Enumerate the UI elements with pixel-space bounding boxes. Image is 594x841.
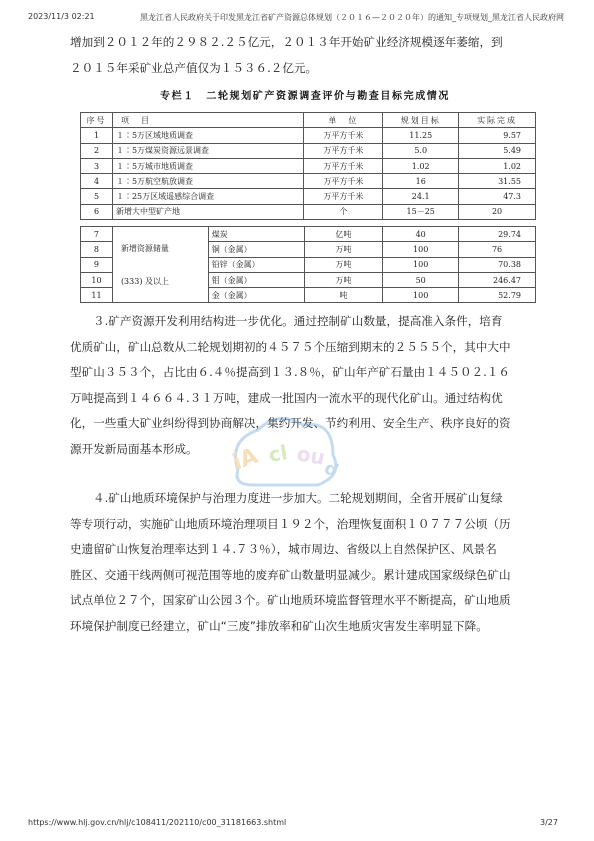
cell-plan: 11.25 — [383, 128, 459, 143]
cell-no: 10 — [81, 272, 113, 287]
paragraph-line: 胜区、交通干线两侧可视范围等地的废弃矿山数量明显减少。累计建成国家级绿色矿山 — [70, 567, 511, 582]
merged-label-line1: 新增资源储量 — [120, 243, 169, 253]
cell-unit: 亿吨 — [304, 227, 383, 242]
cell-no: 9 — [81, 257, 113, 272]
cell-plan: 100 — [383, 257, 459, 272]
paragraph-top — [70, 30, 525, 81]
header-no: 序号 — [81, 113, 113, 128]
cell-unit: 万吨 — [304, 242, 383, 257]
cell-subitem: 铜（金属） — [208, 242, 304, 257]
paragraph-line: 化，一些重大矿业纠纷得到协商解决，集约开发、节约利用、安全生产、秩序良好的资 — [70, 416, 511, 430]
cell-no: 11 — [81, 288, 113, 303]
cell-plan: 50 — [383, 272, 459, 287]
paragraph-line: 优质矿山，矿山总数从二轮规划期初的４５７５个压缩到期末的２５５５个，其中大中 — [70, 339, 511, 354]
header-item: 项 目 — [112, 113, 304, 128]
cell-actual: 52.79 — [459, 288, 536, 303]
cell-item: １∶5万城市地质调查 — [112, 158, 304, 173]
cell-actual: 246.47 — [459, 272, 536, 287]
paragraph-line: 试点单位２７个，国家矿山公园３个。矿山地质环境监督管理水平不断提高，矿山地质 — [70, 593, 511, 607]
table-row — [81, 204, 536, 219]
cell-item: １∶5万区域地质调查 — [112, 128, 304, 143]
paragraph-line: 增加到２０１２年的２９８２.２５亿元，２０１３年开始矿业经济规模逐年萎缩，到 — [70, 35, 503, 49]
paragraph-line: ４.矿山地质环境保护与治理力度进一步加大。二轮规划期间，全省开展矿山复绿 — [93, 491, 503, 505]
cell-unit: 万平方千米 — [304, 143, 383, 158]
cell-plan: 100 — [383, 242, 459, 257]
cell-subitem: 钼（金属） — [208, 272, 304, 287]
cell-actual: 31.55 — [459, 174, 536, 189]
cell-item: １∶25万区域遥感综合调查 — [112, 189, 304, 204]
cell-plan: 15－25 — [383, 204, 459, 219]
cell-item: 新增大中型矿产地 — [112, 204, 304, 219]
table-row — [81, 158, 536, 173]
paragraph-line: 源开发新局面基本形成。 — [70, 441, 198, 456]
print-page-number: 3/27 — [540, 818, 558, 827]
cell-plan: 1.02 — [383, 158, 459, 173]
print-url: https://www.hlj.gov.cn/hlj/c108411/202110/c00_31181663.shtml — [28, 818, 287, 827]
svg-text:cl: cl — [266, 440, 290, 467]
cell-actual: 70.38 — [459, 257, 536, 272]
paragraph-line: 史遗留矿山恢复治理率达到１４.７３％），城市周边、省级以上自然保护区、风景名 — [70, 542, 497, 556]
table-row — [81, 128, 536, 143]
svg-text:ou: ou — [295, 441, 327, 470]
merged-label-line2: (333) 及以上 — [120, 276, 169, 286]
cell-subitem: 铅锌（金属） — [208, 257, 304, 272]
header-actual: 实际完成 — [459, 113, 536, 128]
paragraph-line: ２０１５年采矿业总产值仅为１５３６.２亿元。 — [70, 60, 318, 75]
cell-plan: 100 — [383, 288, 459, 303]
cell-no: 3 — [81, 158, 113, 173]
cell-plan: 16 — [383, 174, 459, 189]
cell-no: 2 — [81, 143, 113, 158]
table-header-row — [81, 113, 536, 128]
paragraph-line: 万吨提高到１４６６４.３１万吨，建成一批国内一流水平的现代化矿山。通过结构优 — [70, 390, 503, 405]
paragraph-line: 型矿山３５３个，占比由６.４％提高到１３.８％，矿山年产矿石量由１４５０２.１６ — [70, 365, 511, 379]
cell-actual: 20 — [459, 204, 536, 219]
cell-actual: 47.3 — [459, 189, 536, 204]
cell-unit: 万平方千米 — [304, 128, 383, 143]
cell-subitem: 煤炭 — [208, 227, 304, 242]
cell-plan: 40 — [383, 227, 459, 242]
cell-item: １∶5万航空航放调查 — [112, 174, 304, 189]
cell-actual: 76 — [459, 242, 536, 257]
cell-unit: 万平方千米 — [304, 158, 383, 173]
paragraph-line: 等专项行动，实施矿山地质环境治理项目１９２个，治理恢复面积１０７７７公顷（历 — [70, 516, 511, 531]
cell-unit: 吨 — [304, 288, 383, 303]
cell-unit: 万平方千米 — [304, 174, 383, 189]
paragraph-line: 环境保护制度已经建立，矿山“三废”排放率和矿山次生地质灾害发生率明显下降。 — [70, 618, 488, 633]
targets-table-merged-block — [80, 226, 536, 303]
iacloud-watermark-icon — [208, 400, 358, 510]
targets-table — [80, 112, 536, 220]
cell-no: 4 — [81, 174, 113, 189]
table-row — [81, 189, 536, 204]
table-row — [81, 227, 536, 242]
cell-subitem: 金（金属） — [208, 288, 304, 303]
table-row — [81, 174, 536, 189]
cell-plan: 5.0 — [383, 143, 459, 158]
cell-no: 5 — [81, 189, 113, 204]
cell-unit: 个 — [304, 204, 383, 219]
cell-no: 1 — [81, 128, 113, 143]
merged-label — [112, 227, 208, 303]
print-datetime: 2023/11/3 02:21 — [28, 12, 95, 21]
header-plan: 规划目标 — [383, 113, 459, 128]
cell-no: 7 — [81, 227, 113, 242]
svg-text:d: d — [320, 457, 342, 482]
paragraph-line: ３.矿产资源开发利用结构进一步优化。通过控制矿山数量，提高准入条件，培育 — [93, 314, 503, 328]
cell-actual: 5.49 — [459, 143, 536, 158]
cell-no: 8 — [81, 242, 113, 257]
cell-unit: 万吨 — [304, 272, 383, 287]
cell-item: １∶5万煤炭资源远景调查 — [112, 143, 304, 158]
table-title: 专栏１ 二轮规划矿产资源调查评价与勘查目标完成情况 — [160, 91, 450, 102]
cell-actual: 29.74 — [459, 227, 536, 242]
cell-unit: 万平方千米 — [304, 189, 383, 204]
svg-text:iA: iA — [229, 443, 262, 476]
cell-actual: 9.57 — [459, 128, 536, 143]
cell-actual: 1.02 — [459, 158, 536, 173]
header-unit: 单 位 — [304, 113, 383, 128]
print-page-title: 黑龙江省人民政府关于印发黑龙江省矿产资源总体规划（２０１６—２０２０年）的通知_专项规划_黑龙江省人民政府网 — [140, 13, 564, 22]
cell-unit: 万吨 — [304, 257, 383, 272]
table-row — [81, 143, 536, 158]
cell-no: 6 — [81, 204, 113, 219]
cell-plan: 24.1 — [383, 189, 459, 204]
